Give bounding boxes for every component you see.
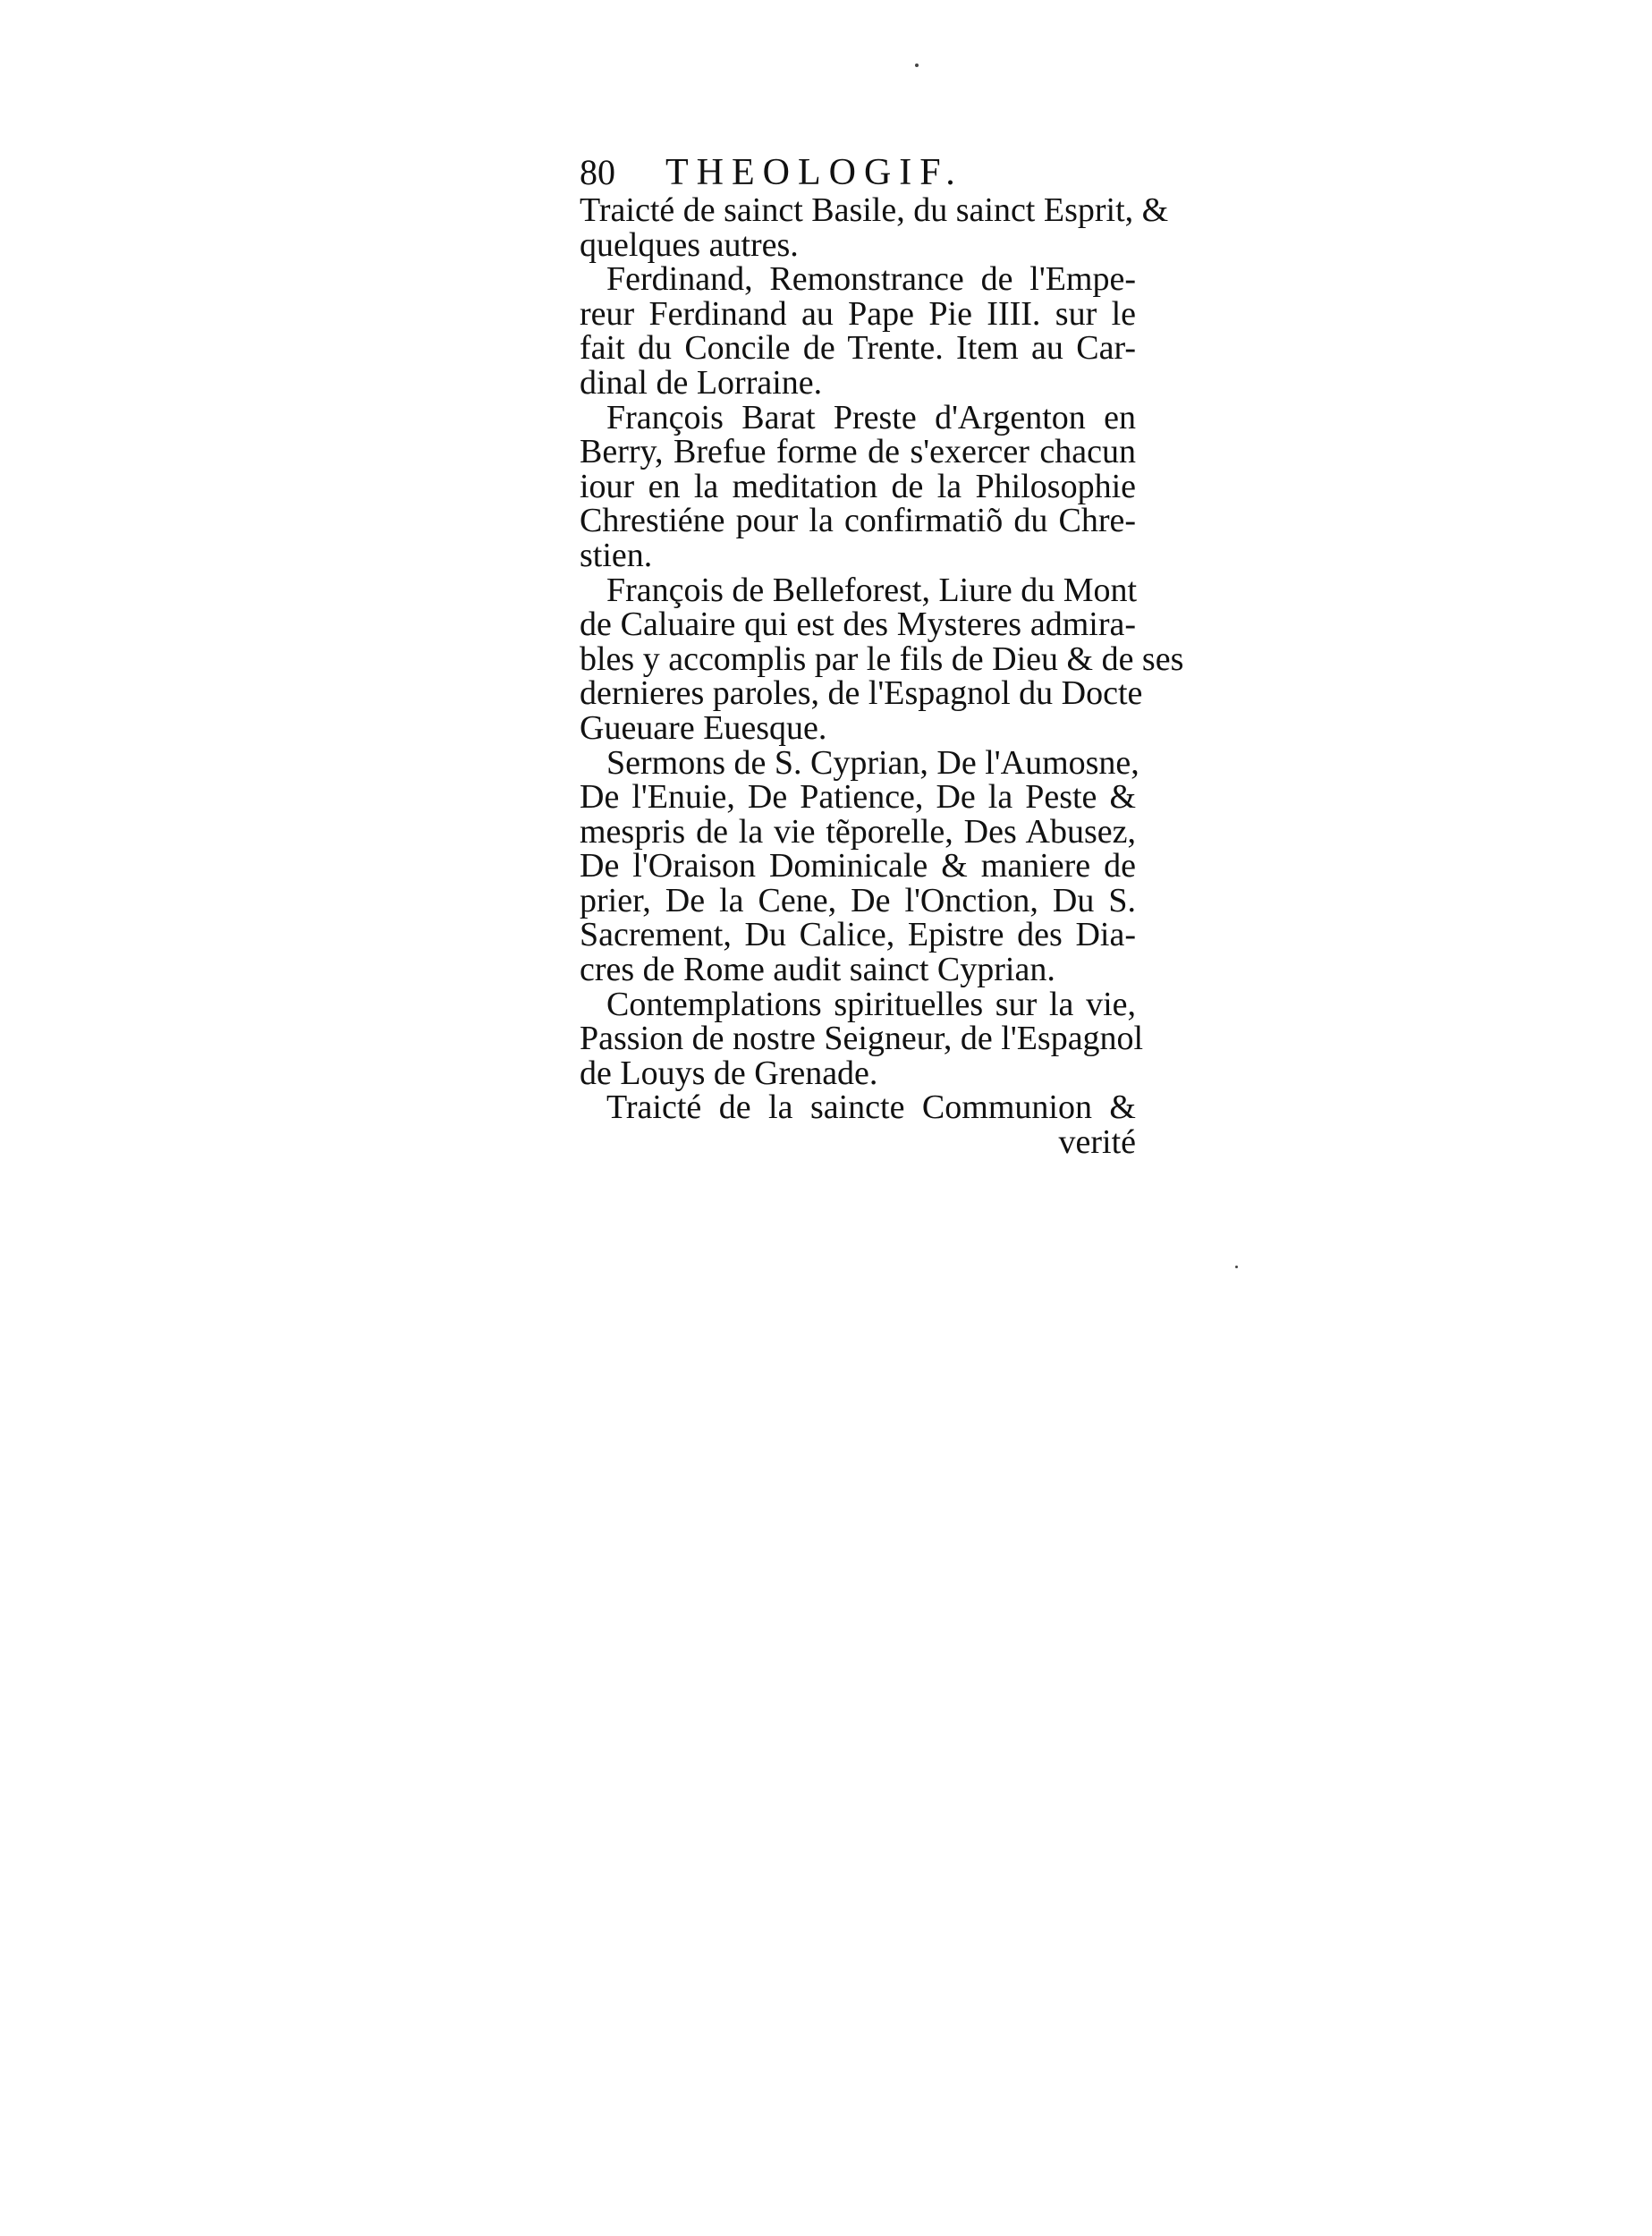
text-line: François Barat Preste d'Argenton en <box>606 398 1136 436</box>
text-column <box>580 152 1184 1162</box>
text-line: De l'Enuie, De Patience, De la Peste & <box>580 778 1136 817</box>
text-line: Berry, Brefue forme de s'exercer chacun <box>580 433 1136 471</box>
body-text <box>580 191 1184 1162</box>
text-line: mespris de la vie tẽporelle, Des Abusez, <box>580 812 1136 851</box>
ink-speck <box>915 64 919 67</box>
text-line: Traicté de sainct Basile, du sainct Esprit, & <box>580 191 1169 229</box>
text-line: Passion de nostre Seigneur, de l'Espagnol <box>580 1020 1144 1058</box>
text-line: cres de Rome audit sainct Cyprian. <box>580 951 1055 989</box>
text-line: François de Belleforest, Liure du Mont <box>606 571 1138 609</box>
text-line: Chrestiéne pour la confirmatiõ du Chre- <box>580 502 1136 540</box>
text-line: bles y accomplis par le fils de Dieu & de ses <box>580 639 1184 678</box>
text-line: prier, De la Cene, De l'Onction, Du S. <box>580 881 1136 919</box>
text-line: de Caluaire qui est des Mysteres admira- <box>580 606 1136 644</box>
text-line: Sacrement, Du Calice, Epistre des Dia- <box>580 916 1136 954</box>
text-line: dinal de Lorraine. <box>580 363 823 402</box>
text-line: Gueuare Euesque. <box>580 708 827 747</box>
text-line: iour en la meditation de la Philosophie <box>580 467 1136 505</box>
running-title: THEOLOGIF. <box>665 152 963 193</box>
page-number: 80 <box>580 152 615 192</box>
text-line: De l'Oraison Dominicale & maniere de <box>580 847 1136 885</box>
text-line: quelques autres. <box>580 225 799 264</box>
text-line: verité <box>1058 1123 1136 1162</box>
text-line: reur Ferdinand au Pape Pie IIII. sur le <box>580 294 1136 333</box>
text-line: dernieres paroles, de l'Espagnol du Docte <box>580 674 1143 713</box>
ink-speck <box>1235 1266 1238 1268</box>
text-line: fait du Concile de Trente. Item au Car- <box>580 329 1136 368</box>
text-line: de Louys de Grenade. <box>580 1054 878 1092</box>
text-line: Sermons de S. Cyprian, De l'Aumosne, <box>606 743 1139 782</box>
text-line: Ferdinand, Remonstrance de l'Empe- <box>606 260 1136 299</box>
text-line: Traicté de la saincte Communion & <box>606 1088 1136 1127</box>
text-line: stien. <box>580 536 653 574</box>
page-header <box>580 152 1136 193</box>
text-line: Contemplations spirituelles sur la vie, <box>606 985 1136 1023</box>
